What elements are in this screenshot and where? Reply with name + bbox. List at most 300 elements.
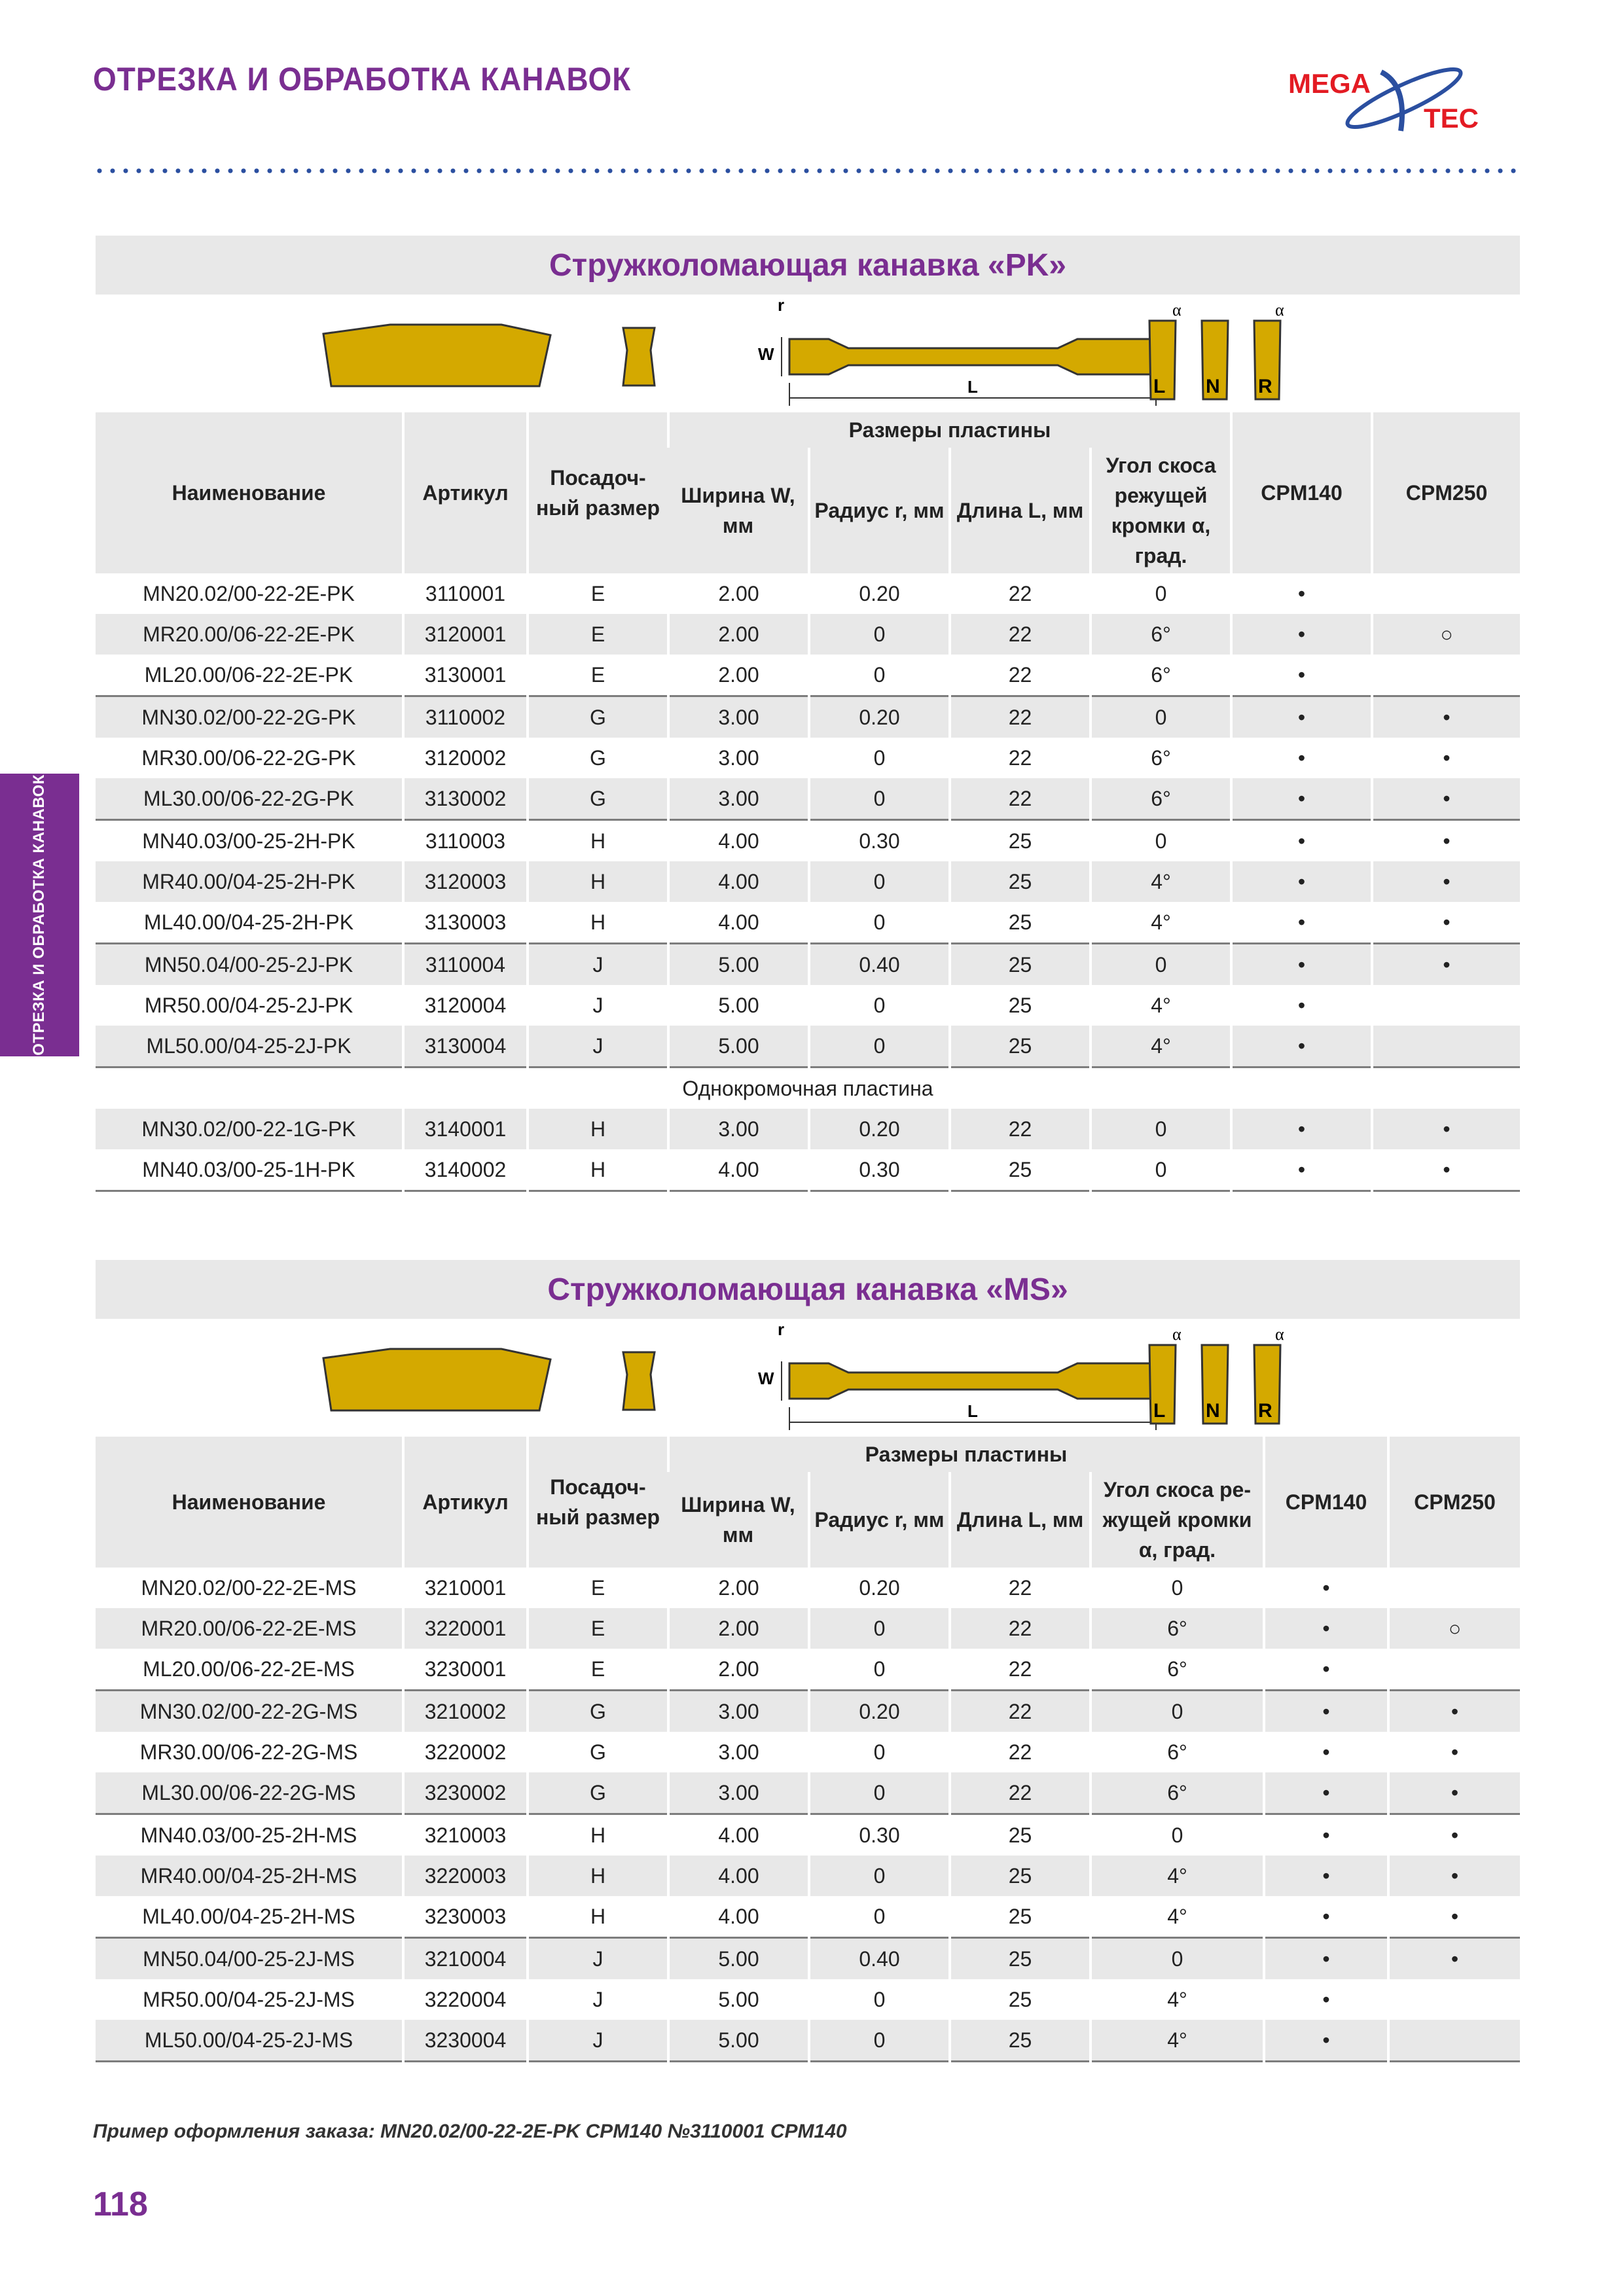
col-cpm250: CPM250	[1372, 412, 1520, 573]
table-cell: 3230004	[403, 2020, 528, 2062]
table-cell: 2.00	[668, 573, 809, 614]
table-row	[96, 1109, 1520, 1149]
pk-drawings	[96, 295, 1520, 412]
table-cell: 22	[950, 738, 1091, 778]
table-cell: •	[1388, 1938, 1520, 1980]
table-cell: 0	[809, 1649, 950, 1691]
table-cell: 3210002	[403, 1691, 528, 1732]
table-cell: •	[1231, 944, 1372, 986]
table-cell: 22	[950, 614, 1091, 655]
table-cell: 0	[809, 861, 950, 902]
table-cell: H	[528, 1856, 668, 1896]
svg-text:L: L	[967, 377, 978, 397]
table-cell: •	[1388, 1691, 1520, 1732]
table-cell	[1372, 655, 1520, 696]
table-cell: 3110003	[403, 820, 528, 862]
insert-hand-variants-icon	[1136, 301, 1385, 406]
table-row	[96, 1979, 1520, 2020]
svg-text:L: L	[1153, 376, 1166, 397]
table-cell: 3130002	[403, 778, 528, 820]
table-row	[96, 655, 1520, 696]
table-cell: 3210001	[403, 1568, 528, 1608]
table-cell: H	[528, 1814, 668, 1856]
table-cell: •	[1264, 1814, 1388, 1856]
insert-end-view-icon	[619, 1348, 659, 1414]
table-cell: 3.00	[668, 778, 809, 820]
megatec-logo	[1283, 59, 1525, 137]
table-cell: 3130001	[403, 655, 528, 696]
table-row	[96, 738, 1520, 778]
svg-text:α: α	[1172, 1325, 1182, 1344]
table-row	[96, 1568, 1520, 1608]
table-cell: 0.20	[809, 1691, 950, 1732]
table-cell: •	[1231, 1026, 1372, 1067]
table-cell: ML40.00/04-25-2H-MS	[142, 1904, 355, 1928]
table-cell: 5.00	[668, 944, 809, 986]
col-article: Артикул	[403, 1437, 528, 1568]
table-cell	[1372, 573, 1520, 614]
table-cell: •	[1372, 1149, 1520, 1191]
insert-top-view-icon	[750, 295, 1169, 412]
table-cell: G	[528, 1772, 668, 1814]
table-cell: 4°	[1091, 1979, 1264, 2020]
table-cell: 0.20	[809, 1568, 950, 1608]
table-cell: •	[1231, 902, 1372, 944]
page-title: ОТРЕЗКА И ОБРАБОТКА КАНАВОК	[93, 61, 632, 98]
table-cell: ○	[1372, 614, 1520, 655]
table-cell: 0	[1091, 1109, 1231, 1149]
svg-text:R: R	[1258, 1400, 1272, 1422]
table-cell: 3140001	[403, 1109, 528, 1149]
table-cell: 25	[950, 1149, 1091, 1191]
table-cell: 5.00	[668, 1979, 809, 2020]
table-cell: MN30.02/00-22-2G-PK	[96, 696, 403, 738]
col-radius: Радиус r, мм	[809, 1472, 950, 1568]
table-cell: 25	[950, 1938, 1091, 1980]
table-cell: J	[528, 1979, 668, 2020]
table-cell: 22	[950, 573, 1091, 614]
table-cell: J	[528, 2020, 668, 2062]
table-cell: 0	[809, 1772, 950, 1814]
table-cell: •	[1264, 2020, 1388, 2062]
table-cell: E	[528, 1649, 668, 1691]
table-cell: H	[528, 820, 668, 862]
table-cell: MR20.00/06-22-2E-MS	[96, 1608, 403, 1649]
table-cell	[1372, 1026, 1520, 1067]
table-cell: 3220001	[403, 1608, 528, 1649]
section-pk	[96, 236, 1520, 1192]
table-cell: E	[528, 655, 668, 696]
table-cell: 0	[1091, 573, 1231, 614]
table-cell: ML50.00/04-25-2J-MS	[96, 2020, 403, 2062]
table-cell: 4.00	[668, 820, 809, 862]
table-row	[96, 1772, 1520, 1814]
table-cell: 22	[950, 1732, 1091, 1772]
table-cell: •	[1264, 1732, 1388, 1772]
table-cell: 25	[950, 1896, 1091, 1938]
table-cell: 0.30	[809, 1814, 950, 1856]
table-cell: •	[1231, 861, 1372, 902]
table-cell: MN20.02/00-22-2E-PK	[143, 581, 355, 605]
table-cell: 0	[809, 985, 950, 1026]
table-cell: J	[528, 985, 668, 1026]
svg-text:α: α	[1275, 301, 1284, 319]
table-cell: ML50.00/04-25-2J-PK	[96, 1026, 403, 1067]
insert-hand-variants-icon	[1136, 1325, 1385, 1430]
section-ms-title: Стружколомающая канавка «MS»	[96, 1260, 1520, 1319]
ms-drawings	[96, 1319, 1520, 1437]
table-cell: •	[1372, 944, 1520, 986]
side-section-tab	[0, 774, 79, 1056]
table-cell: 0	[809, 1856, 950, 1896]
table-cell: •	[1372, 861, 1520, 902]
table-cell: 3130004	[403, 1026, 528, 1067]
insert-top-view-icon	[750, 1319, 1169, 1437]
table-cell: 3220003	[403, 1856, 528, 1896]
insert-end-view-icon	[619, 324, 659, 389]
table-cell: H	[528, 902, 668, 944]
header-divider	[93, 168, 1524, 173]
table-cell: 3.00	[668, 1109, 809, 1149]
logo-mega-text: MEGA	[1288, 68, 1371, 99]
table-cell: 6°	[1091, 1649, 1264, 1691]
table-cell: •	[1264, 1856, 1388, 1896]
table-cell: 0	[809, 2020, 950, 2062]
table-cell: G	[528, 1691, 668, 1732]
single-edge-label: Однокромочная пластина	[96, 1067, 1520, 1109]
table-cell: MR20.00/06-22-2E-PK	[96, 614, 403, 655]
table-cell: 6°	[1091, 655, 1231, 696]
table-cell: •	[1264, 1691, 1388, 1732]
table-cell: 6°	[1091, 1608, 1264, 1649]
table-cell: •	[1388, 1814, 1520, 1856]
table-cell: 4°	[1091, 861, 1231, 902]
single-edge-row	[96, 1067, 1520, 1109]
table-cell: 4.00	[668, 1814, 809, 1856]
table-cell: 6°	[1091, 738, 1231, 778]
table-cell: 4°	[1091, 985, 1231, 1026]
col-width: Ширина W, мм	[668, 1472, 809, 1568]
table-row	[96, 1814, 1520, 1856]
insert-side-view-icon	[318, 1345, 554, 1417]
table-cell: 4°	[1091, 902, 1231, 944]
table-cell: •	[1264, 1938, 1388, 1980]
table-cell: E	[528, 614, 668, 655]
table-cell: 22	[950, 1568, 1091, 1608]
table-cell: 3110001	[403, 573, 528, 614]
table-cell: E	[528, 573, 668, 614]
table-cell: MN40.03/00-25-2H-MS	[96, 1814, 403, 1856]
table-cell: 0.20	[809, 696, 950, 738]
table-cell: MN40.03/00-25-1H-PK	[96, 1149, 403, 1191]
table-cell: 22	[950, 696, 1091, 738]
svg-text:r: r	[778, 1319, 785, 1339]
table-row	[96, 1938, 1520, 1980]
col-angle: Угол скоса режущей кромки α, град.	[1091, 448, 1231, 573]
table-cell: MN30.02/00-22-2G-MS	[96, 1691, 403, 1732]
table-row	[96, 1691, 1520, 1732]
table-row	[96, 778, 1520, 820]
table-cell: 0	[809, 902, 950, 944]
svg-text:W: W	[758, 1369, 774, 1388]
table-row	[96, 614, 1520, 655]
table-cell: •	[1264, 1649, 1388, 1691]
svg-text:N: N	[1206, 1400, 1220, 1422]
table-cell: 2.00	[668, 1568, 809, 1608]
table-cell: •	[1231, 614, 1372, 655]
table-row	[96, 1026, 1520, 1067]
table-cell: 0.30	[809, 1149, 950, 1191]
table-cell: 4°	[1091, 1026, 1231, 1067]
table-cell: 0.40	[809, 1938, 950, 1980]
table-cell: 0.30	[809, 820, 950, 862]
table-cell: 3120001	[403, 614, 528, 655]
table-cell: 25	[950, 2020, 1091, 2062]
table-cell: 22	[950, 1608, 1091, 1649]
svg-text:r: r	[778, 295, 785, 315]
table-cell	[1388, 2020, 1520, 2062]
table-cell: 0	[809, 1896, 950, 1938]
table-cell: •	[1231, 573, 1372, 614]
col-seat: Посадоч- ный размер	[528, 412, 668, 573]
table-cell: 4°	[1091, 1896, 1264, 1938]
table-cell: MR50.00/04-25-2J-PK	[144, 993, 353, 1017]
table-cell: 4.00	[668, 861, 809, 902]
table-cell: MR50.00/04-25-2J-MS	[143, 1987, 355, 2011]
svg-text:α: α	[1275, 1325, 1284, 1344]
svg-text:R: R	[1258, 376, 1272, 397]
table-cell: 25	[950, 1856, 1091, 1896]
table-cell: 0	[809, 614, 950, 655]
table-cell: •	[1388, 1772, 1520, 1814]
table-cell: 22	[950, 655, 1091, 696]
svg-text:L: L	[1153, 1400, 1166, 1422]
page-number: 118	[93, 2185, 148, 2223]
table-cell: •	[1372, 1109, 1520, 1149]
table-cell: 3120002	[403, 738, 528, 778]
table-cell: J	[528, 944, 668, 986]
table-cell: 3.00	[668, 1732, 809, 1772]
table-cell: 3210003	[403, 1814, 528, 1856]
table-cell: 5.00	[668, 2020, 809, 2062]
table-cell: 0	[809, 738, 950, 778]
table-cell: 0	[809, 1979, 950, 2020]
table-row	[96, 1608, 1520, 1649]
table-cell: 2.00	[668, 614, 809, 655]
section-pk-title: Стружколомающая канавка «PK»	[96, 236, 1520, 295]
table-row	[96, 1856, 1520, 1896]
table-cell: MR30.00/06-22-2G-PK	[141, 745, 356, 770]
table-cell: 3140002	[403, 1149, 528, 1191]
table-cell: 0	[809, 778, 950, 820]
ms-table	[96, 1437, 1520, 2062]
table-cell: 3120003	[403, 861, 528, 902]
table-cell: •	[1372, 778, 1520, 820]
col-name: Наименование	[96, 412, 403, 573]
svg-text:N: N	[1206, 376, 1220, 397]
col-radius: Радиус r, мм	[809, 448, 950, 573]
table-cell: H	[528, 861, 668, 902]
table-cell: 4.00	[668, 1856, 809, 1896]
table-cell: 3.00	[668, 738, 809, 778]
table-cell: 3230002	[403, 1772, 528, 1814]
col-length: Длина L, мм	[950, 1472, 1091, 1568]
table-cell: 22	[950, 1772, 1091, 1814]
table-cell: •	[1372, 820, 1520, 862]
svg-text:W: W	[758, 344, 774, 364]
table-cell: 5.00	[668, 985, 809, 1026]
table-cell: 25	[950, 1814, 1091, 1856]
col-dims: Размеры пластины	[668, 412, 1231, 448]
table-row	[96, 1149, 1520, 1191]
table-cell: •	[1231, 1149, 1372, 1191]
table-cell: 0	[1091, 1691, 1264, 1732]
table-cell: 3220002	[403, 1732, 528, 1772]
table-cell: H	[528, 1896, 668, 1938]
table-cell: H	[528, 1149, 668, 1191]
table-cell: 25	[950, 861, 1091, 902]
table-cell: 0	[1091, 1149, 1231, 1191]
table-cell: J	[528, 1938, 668, 1980]
table-cell: 0	[1091, 820, 1231, 862]
table-cell: 6°	[1091, 778, 1231, 820]
table-row	[96, 1649, 1520, 1691]
table-cell: 3220004	[403, 1979, 528, 2020]
table-cell: 3120004	[403, 985, 528, 1026]
table-row	[96, 902, 1520, 944]
table-cell: 22	[950, 1649, 1091, 1691]
table-cell: 25	[950, 1026, 1091, 1067]
table-cell: MR30.00/06-22-2G-MS	[139, 1740, 358, 1764]
col-angle: Угол скоса ре- жущей кромки α, град.	[1091, 1472, 1264, 1568]
table-cell: 0	[1091, 1814, 1264, 1856]
table-cell: 3.00	[668, 1691, 809, 1732]
table-cell: 2.00	[668, 655, 809, 696]
logo-tec-text: TEC	[1424, 103, 1479, 134]
table-cell: 3.00	[668, 696, 809, 738]
table-cell	[1388, 1979, 1520, 2020]
table-cell: H	[528, 1109, 668, 1149]
section-ms	[96, 1260, 1520, 2062]
table-cell: •	[1264, 1608, 1388, 1649]
table-cell: •	[1388, 1896, 1520, 1938]
col-name: Наименование	[96, 1437, 403, 1568]
table-cell: 22	[950, 778, 1091, 820]
svg-text:L: L	[967, 1401, 978, 1421]
table-cell: 3210004	[403, 1938, 528, 1980]
table-cell: 25	[950, 944, 1091, 986]
table-cell: G	[528, 1732, 668, 1772]
table-cell: 25	[950, 820, 1091, 862]
table-cell: ML40.00/04-25-2H-PK	[143, 910, 354, 934]
table-cell: MN30.02/00-22-1G-PK	[96, 1109, 403, 1149]
table-cell: •	[1264, 1772, 1388, 1814]
table-cell: MR40.00/04-25-2H-PK	[96, 861, 403, 902]
table-cell: •	[1372, 902, 1520, 944]
col-length: Длина L, мм	[950, 448, 1091, 573]
order-example: Пример оформления заказа: MN20.02/00-22-2E-PK CPM140 №3110001 CPM140	[93, 2121, 847, 2142]
table-cell: 0	[1091, 944, 1231, 986]
table-row	[96, 861, 1520, 902]
table-cell: 6°	[1091, 614, 1231, 655]
table-cell: ML30.00/06-22-2G-MS	[96, 1772, 403, 1814]
table-cell: MN50.04/00-25-2J-PK	[96, 944, 403, 986]
table-cell: MR40.00/04-25-2H-MS	[96, 1856, 403, 1896]
table-cell: 25	[950, 985, 1091, 1026]
table-cell: ML20.00/06-22-2E-MS	[143, 1657, 355, 1681]
table-cell: 0	[809, 1026, 950, 1067]
table-cell: •	[1231, 655, 1372, 696]
table-row	[96, 696, 1520, 738]
table-cell: 3110002	[403, 696, 528, 738]
table-cell: 3230001	[403, 1649, 528, 1691]
table-cell: •	[1231, 696, 1372, 738]
table-cell: •	[1231, 738, 1372, 778]
table-cell: E	[528, 1568, 668, 1608]
col-cpm140: CPM140	[1264, 1437, 1388, 1568]
table-cell: G	[528, 778, 668, 820]
table-cell: J	[528, 1026, 668, 1067]
table-cell: 0	[1091, 1568, 1264, 1608]
table-cell: 2.00	[668, 1608, 809, 1649]
table-cell: •	[1264, 1568, 1388, 1608]
table-cell: •	[1231, 985, 1372, 1026]
insert-side-view-icon	[318, 321, 554, 393]
table-row	[96, 985, 1520, 1026]
table-cell: 3.00	[668, 1772, 809, 1814]
table-cell: 25	[950, 902, 1091, 944]
table-cell: MN20.02/00-22-2E-MS	[141, 1575, 357, 1600]
table-cell: •	[1388, 1732, 1520, 1772]
table-cell: MN40.03/00-25-2H-PK	[96, 820, 403, 862]
col-dims: Размеры пластины	[668, 1437, 1264, 1472]
table-cell: ML30.00/06-22-2G-PK	[96, 778, 403, 820]
table-cell: 4.00	[668, 1896, 809, 1938]
col-article: Артикул	[403, 412, 528, 573]
table-cell: 6°	[1091, 1732, 1264, 1772]
table-cell: ○	[1388, 1608, 1520, 1649]
table-cell: 0	[809, 1732, 950, 1772]
table-cell: 3130003	[403, 902, 528, 944]
table-cell: 0.20	[809, 573, 950, 614]
table-row	[96, 573, 1520, 614]
table-cell: 22	[950, 1691, 1091, 1732]
table-cell: 0.40	[809, 944, 950, 986]
table-row	[96, 1896, 1520, 1938]
table-cell: •	[1231, 778, 1372, 820]
pk-table	[96, 412, 1520, 1192]
table-cell	[1388, 1568, 1520, 1608]
table-cell: •	[1388, 1856, 1520, 1896]
table-cell: 4.00	[668, 902, 809, 944]
table-cell: 0	[809, 655, 950, 696]
table-cell: 0	[1091, 696, 1231, 738]
table-cell: 5.00	[668, 1026, 809, 1067]
table-cell	[1388, 1649, 1520, 1691]
col-cpm250: CPM250	[1388, 1437, 1520, 1568]
table-row	[96, 2020, 1520, 2062]
table-row	[96, 944, 1520, 986]
table-row	[96, 820, 1520, 862]
side-tab-label: ОТРЕЗКА И ОБРАБОТКА КАНАВОК	[30, 774, 48, 1056]
table-row	[96, 1732, 1520, 1772]
table-cell: 2.00	[668, 1649, 809, 1691]
table-cell: 3230003	[403, 1896, 528, 1938]
col-width: Ширина W, мм	[668, 448, 809, 573]
table-cell: •	[1264, 1979, 1388, 2020]
table-cell: 5.00	[668, 1938, 809, 1980]
col-cpm140: CPM140	[1231, 412, 1372, 573]
